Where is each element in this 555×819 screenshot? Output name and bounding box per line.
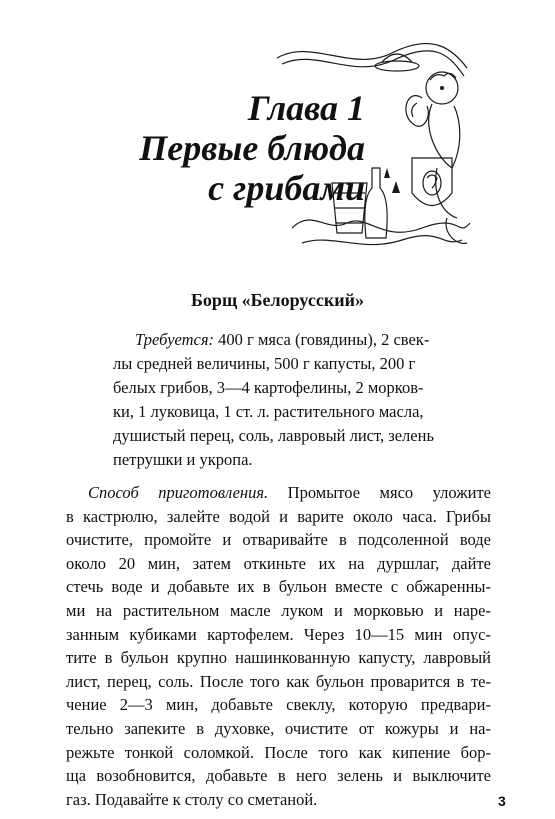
page-number: 3 [498, 793, 506, 809]
method-line: очистите, промойте и отваривайте в подсоленной воде [66, 530, 491, 550]
ingredients-label: Требуется: [135, 330, 215, 349]
method-paragraph [66, 481, 491, 811]
method-line: тите в бульон крупно нашинкованную капусту, лавровый [66, 648, 491, 668]
method-line: около 20 мин, затем откиньте их на дуршлаг, дайте [66, 553, 491, 573]
chapter-number: Глава 1 [247, 88, 365, 128]
ingredients-line: петрушки и укропа. [113, 450, 253, 469]
ingredients-paragraph [113, 328, 463, 472]
method-line: тельно запеките в духовке, очистите от кожуры и на- [66, 718, 491, 738]
method-label: Способ приготовления. [88, 483, 269, 502]
ingredients-line: душистый перец, соль, лавровый лист, зелень [113, 426, 434, 445]
method-line: лист, перец, соль. После того как бульон проварится в те- [66, 671, 491, 691]
chapter-title [120, 88, 365, 208]
method-line: стечь воде и добавьте их в бульон вместе с обжаренны- [66, 577, 491, 597]
method-line: режьте тонкой соломкой. После того как кипение бор- [66, 742, 491, 762]
ingredients-line: Требуется: 400 г мяса (говядины), 2 свек- [135, 330, 430, 349]
ingredients-line: ки, 1 луковица, 1 ст. л. растительного масла, [113, 402, 424, 421]
method-line: занным кубиками картофелем. Через 10—15 мин опус- [66, 624, 491, 644]
chapter-name-line-2: с грибами [208, 168, 365, 208]
ingredients-line: белых грибов, 3—4 картофелины, 2 морков- [113, 378, 424, 397]
chapter-name-line-1: Первые блюда [139, 128, 365, 168]
recipe-title: Борщ «Белорусский» [191, 290, 364, 310]
method-line: газ. Подавайте к столу со сметаной. [66, 789, 318, 809]
ingredients-line: лы средней величины, 500 г капусты, 200 г [113, 354, 416, 373]
method-line: ща возобновится, добавьте в него зелень и выключите [66, 766, 491, 786]
method-line: в кастрюлю, залейте водой и варите около часа. Грибы [66, 506, 491, 526]
method-line: ми на растительном масле луком и морковью и наре- [66, 600, 491, 620]
method-line: чение 2—3 мин, добавьте свеклу, которую предвари- [66, 695, 491, 715]
method-line: Способ приготовления. Промытое мясо уложите [88, 483, 491, 502]
